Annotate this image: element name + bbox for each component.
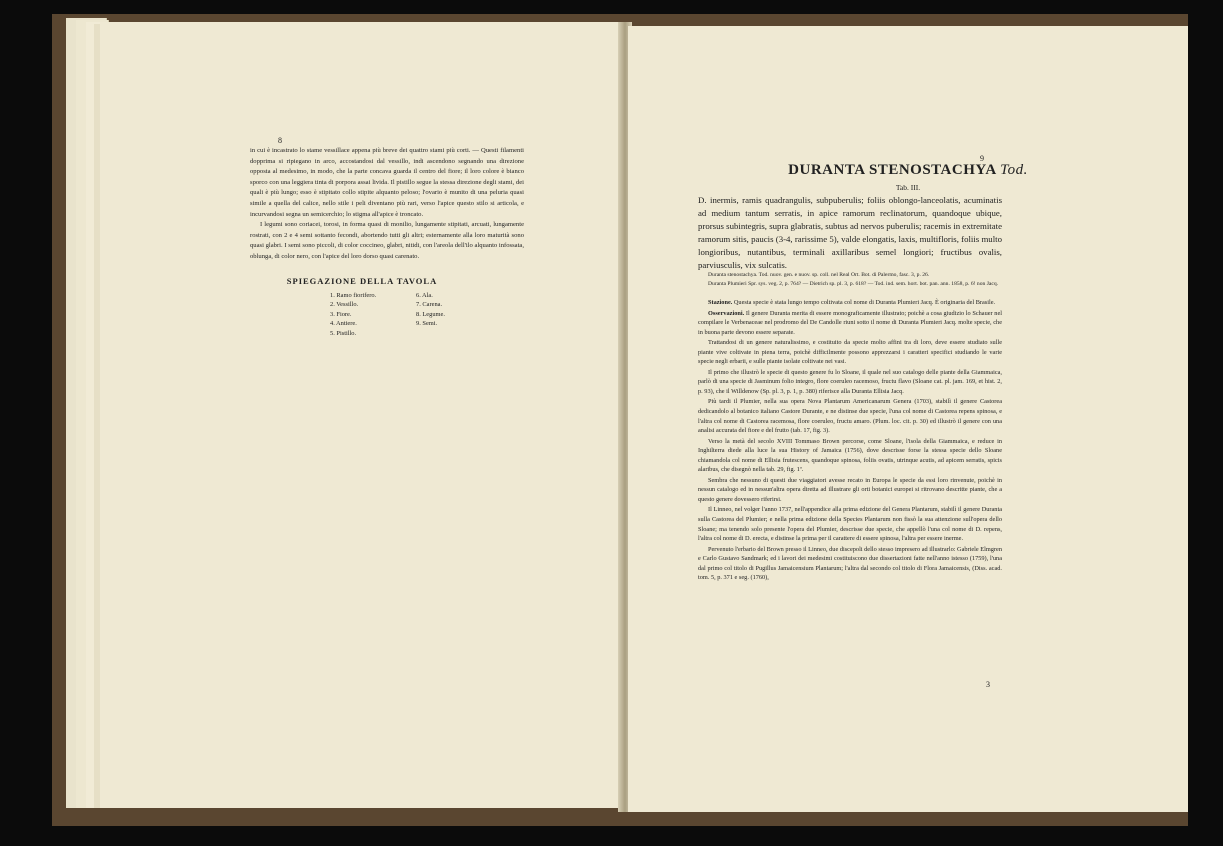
legend-item: 7. Carena. xyxy=(416,301,443,309)
species-name: DURANTA STENOSTACHYA xyxy=(788,162,996,178)
osservazioni-label: Osservazioni. xyxy=(708,309,745,317)
plate-explanation-title: SPIEGAZIONE DELLA TAVOLA xyxy=(286,276,438,286)
osservazioni-paragraph xyxy=(698,309,1002,338)
body-text xyxy=(698,298,1002,584)
species-author: Tod. xyxy=(1000,162,1028,178)
plate-reference: Tab. III. xyxy=(895,183,921,192)
species-title xyxy=(628,162,1188,179)
left-page xyxy=(100,22,624,808)
synonymy xyxy=(698,271,1002,288)
legend-item: 3. Fiore. xyxy=(330,310,352,318)
paragraph: in cui è incastrato lo stame vessillace appena più breve dei quattro stami più corti. — Questi filamenti dopprima si ripiegano in arco, accostandosi dal vessillo, indi ascendono segnando una direzione opposta al medesimo, in modo, che la parte concava guarda il centro del fiore; il loro colore è bianco sporco con una leggiera tinta di porpora assai livida. Il pistillo segue la stessa direzione degli stami, dei quali è più lungo; esso è stipitato collo stipite alquanto peloso; l'ovario è munito di una peluria quasi simile a quella del calice, nello stile i peli diventano più rari, verso l'apice questo stilo si articola, e incurvandosi segna un semicerchio; lo stigma all'apice è troncato. xyxy=(250,147,524,218)
legend-item: 6. Ala. xyxy=(416,292,433,299)
right-page xyxy=(628,26,1188,812)
body-text xyxy=(250,146,524,263)
plate-legend-col-1 xyxy=(330,291,376,338)
paragraph: Il Linneo, nel volger l'anno 1737, nell'appendice alla prima edizione del Genera Plantarum, stabilì il genere Duranta sulla Castorea del Plumier; e nella prima edizione della Species Plantarum non fissò la sua attenzione sull'opera dello Sloane; ma tenendo solo presente l'opera del Plumier, descrisse due specie, che appellò l'una col nome di D. repens, l'altra col nome di D. erecta, e distinse la prima per il carattere di essere spinosa, l'altra per essere inerme. xyxy=(698,506,1002,543)
synonym: Duranta stenostachya. Tod. nuov. gen. e nuov. sp. coll. nel Real Ort. Bot. di Palermo, fasc. 3, p. 26. xyxy=(708,272,930,278)
legend-item: 8. Legume. xyxy=(416,310,445,318)
legend-item: 5. Pistillo. xyxy=(330,329,357,337)
paragraph: Trattandosi di un genere naturalissimo, e costituito da specie molto affini tra di loro, deve essere studiato sulle piante vive coltivate in piena terra, poichè difficilmente possono apprezzarsi i caratteri specifici studiando le varie specie negli erbarii, e sulle piante isolate coltivate nei vasi. xyxy=(698,339,1002,366)
paragraph: Il primo che illustrò le specie di questo genere fu lo Sloane, il quale nel suo catalogo delle piante della Giammaica, parlò di una specie di Jasminum folio integro, flore coeruleo racemoso, fructu flavo (Sloane cat. pl. jam. 169, et hist. 2, p. 93), che il Willdenow (Sp. pl. 3, p. 1, p. 380) riferisce alla Duranta Ellisia Jacq. xyxy=(698,368,1002,395)
paragraph: I legumi sono coriacei, torosi, in forma quasi di monilio, lungamente stipitati, arcuati, lungamente rostrati, con 2 e 4 semi sottanto fecondi, abortendo tutti gli altri; esternamente alla loro maturità sono quasi glabri. I semi sono piccoli, di color coccineo, glabri, nitidi, con l'areola dell'ilo alquanto infossata, oblunga, di color nero, con l'apice del loro dorso quasi carenato. xyxy=(250,221,524,260)
paragraph: Più tardi il Plumier, nella sua opera Nova Plantarum Americanarum Genera (1703), stabilì il genere Castorea dedicandolo al botanico italiano Castore Durante, e ne distinse due specie, l'una col nome di Castorea repens spinosa, e l'altra col nome di Castorea racemosa, flore coeruleo, fructu amaro. (Plum. loc. cit. p. 30) ed illustrò il genere con una analisi accurata del fiore e del frutto (tab. 17, fig. 3). xyxy=(698,398,1002,435)
paragraph: Il genere Duranta merita di essere monograficamente illustrato; poichè a cosa giudizio lo Schauer nel compilare le Verbenaceae nel prodromo del De Candolle riuni sotto il nome di Duranta Plumieri Jacq. molte specie, che in buona parte devono essere separate. xyxy=(698,309,1002,336)
synonym: Duranta Plumieri Spr. sys. veg. 2, p. 764? — Dietrich sp. pl. 3, p. 618? — Tod. ind. sem. hort. bot. pan. ann. 1858, p. 6! non Jacq. xyxy=(708,280,999,287)
latin-diagnosis: D. inermis, ramis quadrangulis, subpuberulis; foliis oblongo-lanceolatis, acuminatis ad medium tantum serratis, in apice ramorum reclinatorum, quandoque ubique, prorsus subintegris, supra glabratis, subtus ad nervos puberulis; racemis in extremitate ramorum sitis, paucis (3-4, rarissime 5), valde elongatis, laxis, multifloris, foliis multo longioribus, nutantibus, terminali axillaribus semel longiori; fructibus ovalis, parviusculis, vix sulcatis. xyxy=(698,195,1002,270)
stazione-text: Questa specie è stata lungo tempo coltivata col nome di Duranta Plumieri Jacq. È originaria del Brasile. xyxy=(732,299,996,306)
legend-item: 4. Antiere. xyxy=(330,320,357,328)
paragraph: Sembra che nessuno di questi due viaggiatori avesse recato in Europa le specie da essi loro rinvenute, poichè in nessun catalogo ed in nessun'altra opera diretta ad illustrare gli orti botanici europei si ritrovano descritte piante, che a questo genere dovessero riferirsi. xyxy=(698,476,1002,503)
stazione-label: Stazione. xyxy=(708,299,733,306)
legend-item: 1. Ramo fiorifero. xyxy=(330,292,377,299)
paragraph: Verso la metà del secolo XVIII Tommaso Brown percorse, come Sloane, l'isola della Giammaica, e reduce in Inghilterra diede alla luce la sua History of Jamaica (1756), dove descrisse forse la stessa specie dello Sloane chiamandola col nome di Ellisia frutescens, quandoque spinosa, foliis ovatis, utrinque acutis, ad apicem serratis, spicis alaribus, che disegnò nella tab. 29, fig. 1ª. xyxy=(698,437,1002,474)
legend-item: 2. Vessillo. xyxy=(330,301,359,309)
page-number: 9 xyxy=(980,154,984,163)
signature-mark: 3 xyxy=(986,680,990,689)
page-number: 8 xyxy=(278,136,282,145)
legend-item: 9. Semi. xyxy=(416,320,438,328)
plate-legend-col-2 xyxy=(416,291,445,329)
stazione-paragraph xyxy=(698,298,1002,308)
paragraph: Pervenuto l'erbario del Brown presso il Linneo, due discepoli dello stesso impresero ad illustrarlo: Gabriele Elmgren e Carlo Gustavo Sandmark; ed i lavori dei medesimi costituiscono due dissertazioni fatte nell'anno istesso (1759), l'una dal primo col titolo di Pugillus Jamaicensium Plantarum; l'altra dal secondo col titolo di Flora Jamaicensis, (Diss. acad. tom. 5, p. 371 e seg. (1760), xyxy=(698,545,1002,582)
